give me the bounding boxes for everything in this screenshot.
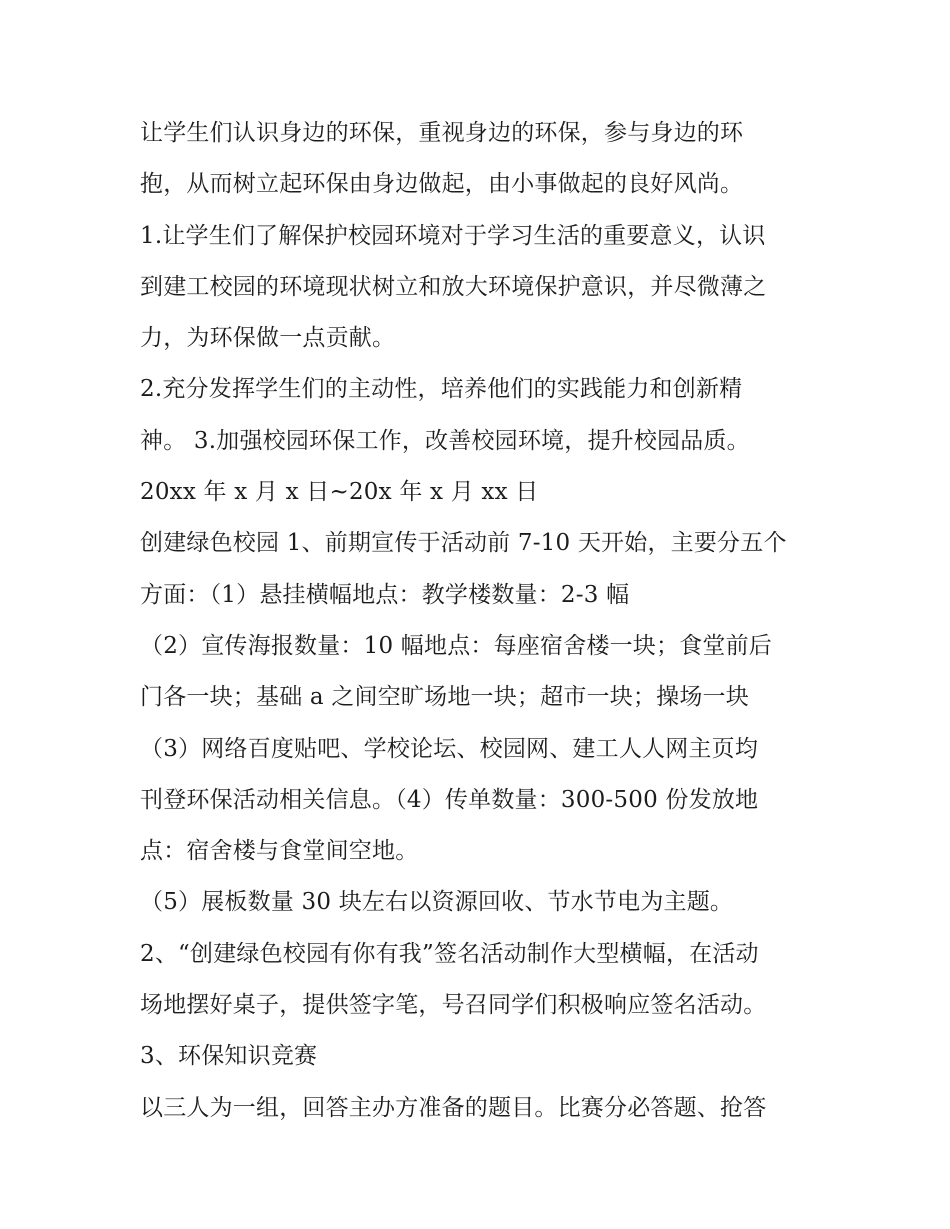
text-line: 神。 3.加强校园环保工作，改善校园环境，提升校园品质。 (140, 427, 750, 454)
date-range-line: 20xx 年 x 月 x 日~20x 年 x 月 xx 日 (140, 479, 539, 506)
text-line: 让学生们认识身边的环保，重视身边的环保，参与身边的环 (140, 120, 744, 146)
text-line: 以三人为一组，回答主办方准备的题目。比赛分必答题、抢答 (140, 1094, 767, 1121)
text-line: 方面：（1）悬挂横幅地点：教学楼数量：2-3 幅 (140, 581, 630, 608)
text-line: （2）宣传海报数量：10 幅地点：每座宿舍楼一块；食堂前后 (140, 632, 773, 659)
text-line: （3）网络百度贴吧、学校论坛、校园网、建工人人网主页均 (140, 735, 759, 762)
text-line: 创建绿色校园 1、前期宣传于活动前 7-10 天开始，主要分五个 (140, 530, 787, 557)
text-line: 1.让学生们了解保护校园环境对于学习生活的重要意义，认识 (140, 222, 766, 249)
text-line: 2、“创建绿色校园有你有我”签名活动制作大型横幅，在活动 (140, 940, 759, 967)
text-line: 2.充分发挥学生们的主动性，培养他们的实践能力和创新精 (140, 376, 743, 403)
text-line: 到建工校园的环境现状树立和放大环境保护意识，并尽微薄之 (140, 273, 767, 300)
text-line: 点：宿舍楼与食堂间空地。 (140, 838, 419, 865)
text-line: 刊登环保活动相关信息。（4）传单数量：300-500 份发放地 (140, 786, 759, 813)
text-line: 场地摆好桌子，提供签字笔，号召同学们积极响应签名活动。 (140, 992, 767, 1019)
text-line: 门各一块；基础 a 之间空旷场地一块；超市一块；操场一块 (140, 684, 749, 711)
text-line: 力，为环保做一点贡献。 (140, 325, 396, 352)
section-heading: 3、环保知识竞赛 (140, 1043, 318, 1070)
text-line: 抱，从而树立起环保由身边做起，由小事做起的良好风尚。 (140, 171, 744, 198)
document-body (140, 108, 830, 1134)
text-line: （5）展板数量 30 块左右以资源回收、节水节电为主题。 (140, 889, 734, 916)
